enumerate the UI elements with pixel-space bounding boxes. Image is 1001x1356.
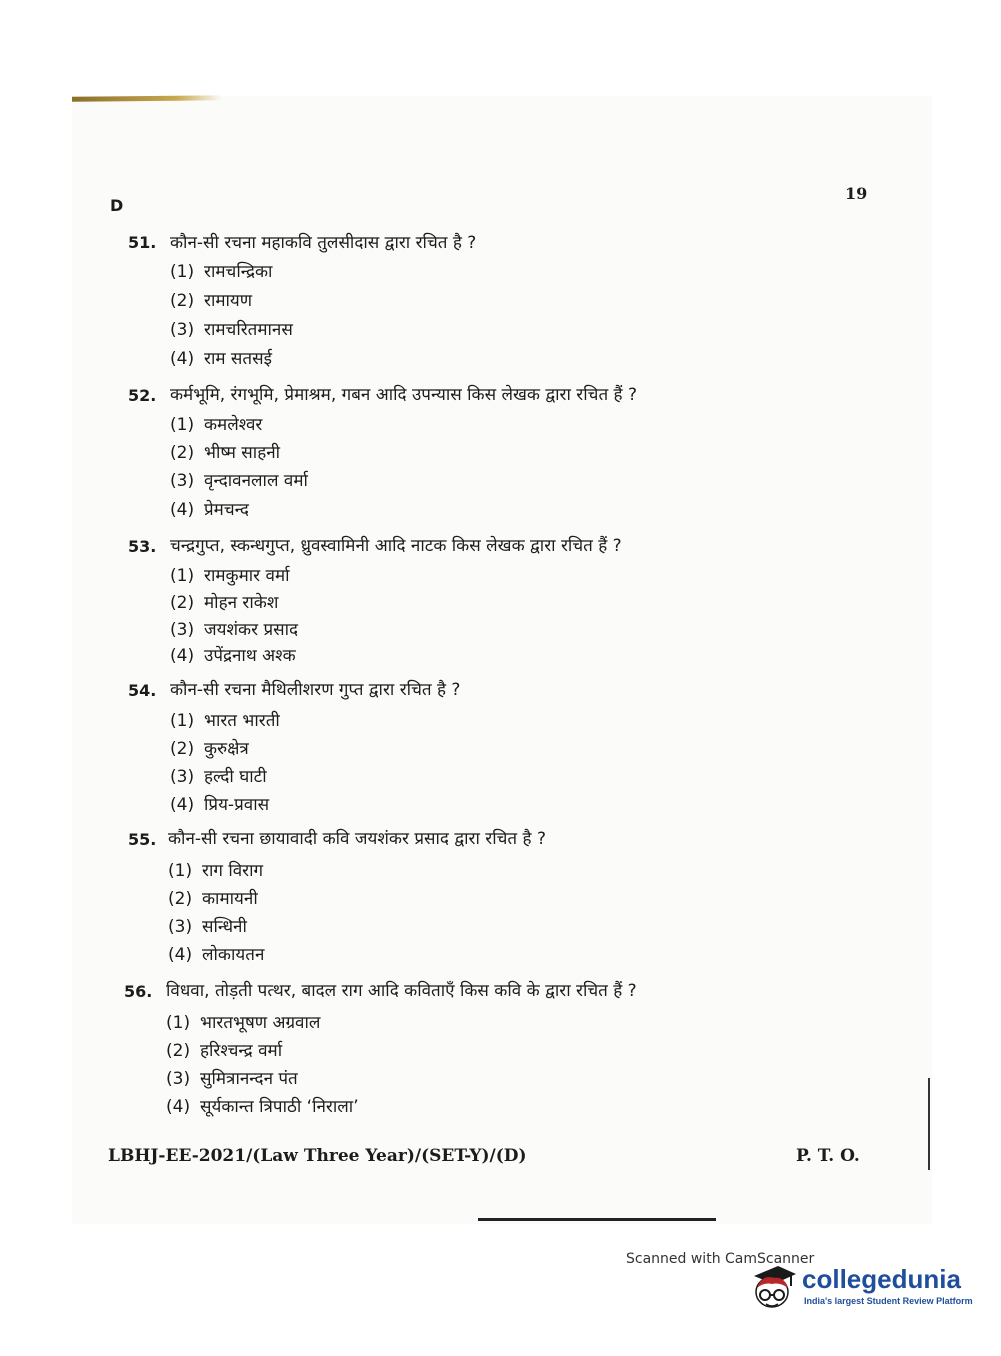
option-text: राम सतसई xyxy=(204,349,272,369)
option xyxy=(170,764,267,787)
option xyxy=(170,643,296,666)
option-number: (4) xyxy=(168,945,193,965)
option xyxy=(170,590,278,613)
question-number: 52. xyxy=(128,386,157,405)
question-number: 53. xyxy=(128,537,157,556)
option-number: (1) xyxy=(168,861,193,881)
option-text: सन्धिनी xyxy=(202,917,247,937)
option-number: (3) xyxy=(170,320,195,340)
option xyxy=(166,1038,282,1061)
option-number: (3) xyxy=(170,767,195,787)
option-text: भीष्म साहनी xyxy=(204,443,281,463)
option xyxy=(170,440,280,463)
question-number: 51. xyxy=(128,233,157,252)
option xyxy=(170,617,298,640)
option-number: (4) xyxy=(166,1097,191,1117)
option-text: भारतभूषण अग्रवाल xyxy=(200,1013,321,1033)
question-number: 56. xyxy=(124,982,153,1001)
option-text: वृन्दावनलाल वर्मा xyxy=(204,471,308,491)
option-number: (2) xyxy=(170,291,195,311)
option-number: (1) xyxy=(170,566,195,586)
option-text: कामायनी xyxy=(202,889,258,909)
option-text: हरिश्चन्द्र वर्मा xyxy=(200,1041,283,1061)
option-number: (1) xyxy=(166,1013,191,1033)
option xyxy=(170,497,249,520)
option xyxy=(166,1010,320,1033)
option xyxy=(170,317,293,340)
scanner-watermark: Scanned with CamScanner xyxy=(626,1251,815,1267)
question-text: कौन-सी रचना मैथिलीशरण गुप्त द्वारा रचित है ? xyxy=(170,680,461,700)
option-number: (4) xyxy=(170,795,195,815)
option xyxy=(170,792,269,815)
option xyxy=(170,259,272,282)
option xyxy=(170,468,308,491)
brand-name: collegedunia xyxy=(802,1264,961,1294)
option xyxy=(170,708,280,731)
option-number: (3) xyxy=(168,917,193,937)
page-number: 19 xyxy=(845,184,868,203)
collegedunia-logo xyxy=(748,1262,988,1314)
option xyxy=(170,346,272,369)
bottom-rule xyxy=(478,1218,716,1221)
question-number: 55. xyxy=(128,830,157,849)
option-text: लोकायतन xyxy=(202,945,265,965)
option-text: रामकुमार वर्मा xyxy=(204,566,290,586)
option-number: (4) xyxy=(170,646,195,666)
brand-tagline: India's largest Student Review Platform xyxy=(804,1296,973,1306)
option-number: (4) xyxy=(170,500,195,520)
option-text: सूर्यकान्त त्रिपाठी ‘निराला’ xyxy=(200,1097,359,1117)
option xyxy=(166,1094,359,1117)
option-text: राग विराग xyxy=(202,861,264,881)
option xyxy=(170,288,252,311)
option-text: कुरुक्षेत्र xyxy=(204,739,249,759)
option-number: (2) xyxy=(170,443,195,463)
option-number: (4) xyxy=(170,349,195,369)
question-text: कौन-सी रचना महाकवि तुलसीदास द्वारा रचित है ? xyxy=(170,233,477,253)
option-number: (2) xyxy=(166,1041,191,1061)
option-text: हल्दी घाटी xyxy=(204,767,267,787)
question-text: कर्मभूमि, रंगभूमि, प्रेमाश्रम, गबन आदि उपन्यास किस लेखक द्वारा रचित हैं ? xyxy=(170,385,638,405)
option xyxy=(168,914,247,937)
option-text: रामचन्द्रिका xyxy=(204,262,273,282)
margin-line xyxy=(928,1078,930,1170)
option-text: रामचरितमानस xyxy=(204,320,293,340)
pto-label: P. T. O. xyxy=(796,1146,860,1166)
option-number: (3) xyxy=(166,1069,191,1089)
option xyxy=(168,942,264,965)
option xyxy=(168,858,263,881)
set-code: D xyxy=(110,196,124,215)
question-text: चन्द्रगुप्त, स्कन्धगुप्त, ध्रुवस्वामिनी आदि नाटक किस लेखक द्वारा रचित हैं ? xyxy=(170,536,622,556)
option xyxy=(170,563,290,586)
option xyxy=(170,412,262,435)
option-number: (1) xyxy=(170,711,195,731)
option-text: कमलेश्वर xyxy=(204,415,263,435)
option-text: रामायण xyxy=(204,291,253,311)
question-text: विधवा, तोड़ती पत्थर, बादल राग आदि कविताएँ किस कवि के द्वारा रचित हैं ? xyxy=(166,981,637,1001)
option-text: भारत भारती xyxy=(204,711,280,731)
paper-code: LBHJ-EE-2021/(Law Three Year)/(SET-Y)/(D) xyxy=(108,1146,527,1166)
option xyxy=(170,736,249,759)
option-text: मोहन राकेश xyxy=(204,593,279,613)
option-number: (3) xyxy=(170,620,195,640)
question-number: 54. xyxy=(128,681,157,700)
option-text: उपेंद्रनाथ अश्क xyxy=(204,646,296,666)
question-text: कौन-सी रचना छायावादी कवि जयशंकर प्रसाद द्वारा रचित है ? xyxy=(168,829,546,849)
option-number: (1) xyxy=(170,415,195,435)
option-number: (1) xyxy=(170,262,195,282)
option-number: (2) xyxy=(168,889,193,909)
option xyxy=(168,886,258,909)
option-number: (3) xyxy=(170,471,195,491)
option-number: (2) xyxy=(170,739,195,759)
option-text: जयशंकर प्रसाद xyxy=(204,620,299,640)
option-text: सुमित्रानन्दन पंत xyxy=(200,1069,298,1089)
option xyxy=(166,1066,298,1089)
option-number: (2) xyxy=(170,593,195,613)
option-text: प्रेमचन्द xyxy=(204,500,249,520)
student-mascot-icon xyxy=(748,1262,798,1314)
option-text: प्रिय-प्रवास xyxy=(204,795,270,815)
